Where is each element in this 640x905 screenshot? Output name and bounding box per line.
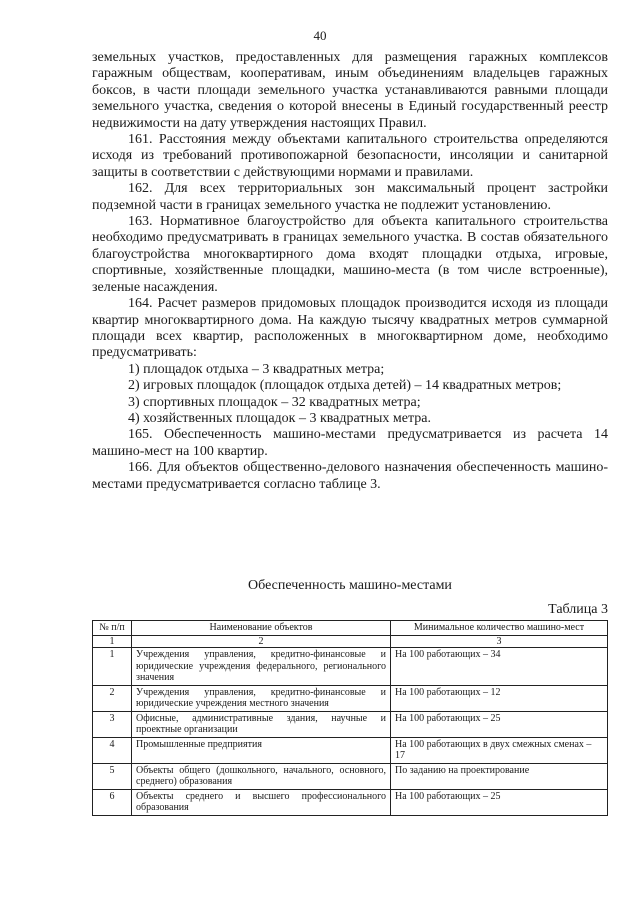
paragraph-163: 163. Нормативное благоустройство для объекта капитального строительства необходимо предусматривать в границах земельного участка. В состав обязательного благоустройства многоквартирного дома входят площадки отдыха, игровые, спортивные, хозяйственные площадки, машино-места (в том числе встроенные), зеленые насаждения.	[92, 214, 608, 295]
page-number: 40	[313, 28, 327, 43]
column-index-row	[93, 635, 608, 648]
table-row	[93, 711, 608, 737]
row-number: 5	[93, 763, 132, 789]
table-row	[93, 685, 608, 711]
list-item: 2) игровых площадок (площадок отдыха детей) – 14 квадратных метров;	[128, 378, 562, 394]
parking-requirement: На 100 работающих – 34	[391, 648, 608, 686]
paragraph-continuation: земельных участков, предоставленных для размещения гаражных комплексов гаражным обществам, кооперативам, иным объединениям владельцев гаражных боксов, в части площади земельного участка устанавливаются равными площади земельного участка, сведения о которой внесены в Единый государственный реестр недвижимости на дату утверждения настоящих Правил.	[92, 50, 608, 131]
object-name: Учреждения управления, кредитно-финансовые и юридические учреждения федерального, регионального значения	[132, 648, 391, 686]
list-item: 4) хозяйственных площадок – 3 квадратных метра.	[128, 410, 431, 426]
header-number: № п/п	[93, 621, 132, 636]
parking-table	[92, 620, 608, 816]
parking-requirement: На 100 работающих – 25	[391, 711, 608, 737]
column-index: 1	[93, 635, 132, 648]
table-row	[93, 789, 608, 815]
row-number: 3	[93, 711, 132, 737]
table-row	[93, 763, 608, 789]
object-name: Объекты общего (дошкольного, начального, основного, среднего) образования	[132, 763, 391, 789]
row-number: 6	[93, 789, 132, 815]
table-row	[93, 737, 608, 763]
paragraph-162: 162. Для всех территориальных зон максимальный процент застройки подземной части в границах земельного участка не подлежит установлению.	[92, 181, 608, 213]
table-number-label: Таблица 3	[548, 602, 608, 617]
list-item: 3) спортивных площадок – 32 квадратных метра;	[128, 394, 421, 410]
list-item: 1) площадок отдыха – 3 квадратных метра;	[128, 361, 385, 377]
paragraph-161: 161. Расстояния между объектами капитального строительства определяются исходя из требований противопожарной безопасности, инсоляции и санитарной защиты в соответствии с действующими нормами и правилами.	[92, 132, 608, 180]
parking-requirement: На 100 работающих – 25	[391, 789, 608, 815]
parking-requirement: На 100 работающих – 12	[391, 685, 608, 711]
header-object-name: Наименование объектов	[132, 621, 391, 636]
object-name: Промышленные предприятия	[132, 737, 391, 763]
column-index: 3	[391, 635, 608, 648]
row-number: 1	[93, 648, 132, 686]
table-header-row	[93, 621, 608, 636]
row-number: 2	[93, 685, 132, 711]
parking-requirement: На 100 работающих в двух смежных сменах – 17	[391, 737, 608, 763]
paragraph-164: 164. Расчет размеров придомовых площадок производится исходя из площади квартир многоквартирного дома. На каждую тысячу квадратных метров суммарной площади всех квартир, расположенных в многоквартирном доме, необходимо предусматривать:	[92, 296, 608, 361]
column-index: 2	[132, 635, 391, 648]
object-name: Офисные, административные здания, научные и проектные организации	[132, 711, 391, 737]
row-number: 4	[93, 737, 132, 763]
paragraph-165: 165. Обеспеченность машино-местами предусматривается из расчета 14 машино-мест на 100 квартир.	[92, 427, 608, 459]
object-name: Учреждения управления, кредитно-финансовые и юридические учреждения местного значения	[132, 685, 391, 711]
table-row	[93, 648, 608, 686]
paragraph-166: 166. Для объектов общественно-делового назначения обеспеченность машино-местами предусматривается согласно таблице 3.	[92, 460, 608, 492]
object-name: Объекты среднего и высшего профессионального образования	[132, 789, 391, 815]
parking-requirement: По заданию на проектирование	[391, 763, 608, 789]
table-title: Обеспеченность машино-местами	[248, 578, 452, 593]
body-text	[92, 50, 608, 493]
header-min-parking: Минимальное количество машино-мест	[391, 621, 608, 636]
